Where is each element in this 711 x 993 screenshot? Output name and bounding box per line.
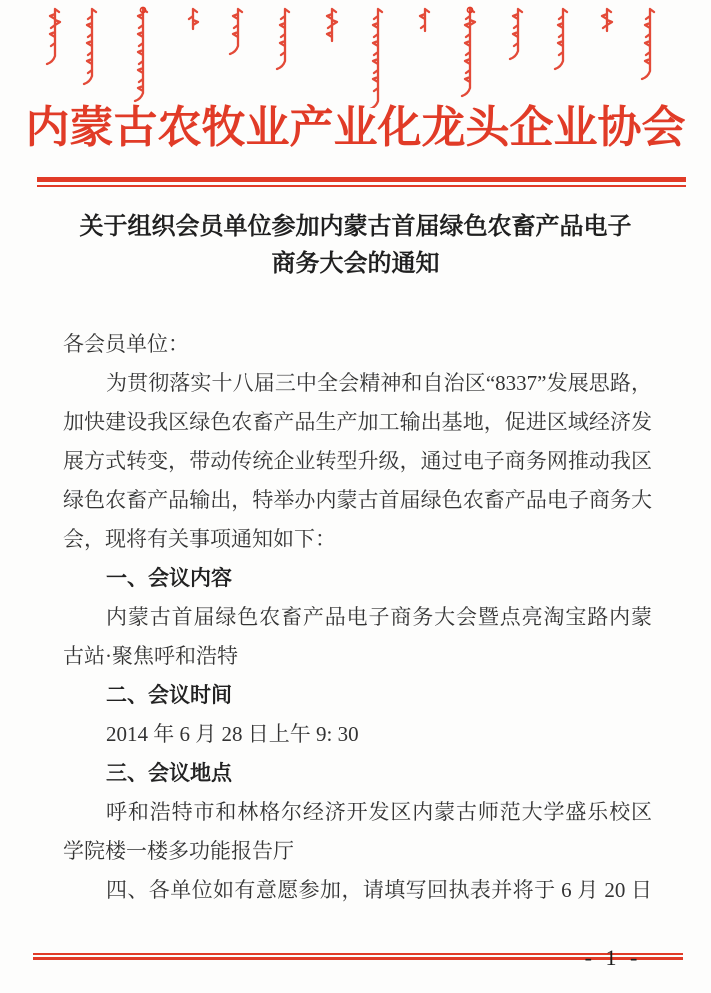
- doc-title-line: 商务大会的通知: [271, 251, 440, 277]
- body-line: 绿色农畜产品输出，特举办内蒙古首届绿色农畜产品电子商务大: [63, 488, 652, 512]
- section-heading: 二、会议时间: [106, 684, 232, 707]
- body-line: 内蒙古首届绿色农畜产品电子商务大会暨点亮淘宝路内蒙: [106, 605, 652, 629]
- letterhead-double-rule: [37, 177, 686, 187]
- rule-thin-line: [37, 185, 686, 187]
- body-line: 会，现将有关事项通知如下：: [63, 527, 336, 551]
- document-body: [63, 325, 652, 910]
- body-line: 各会员单位：: [63, 332, 189, 356]
- section-heading: 三、会议地点: [106, 762, 232, 785]
- body-line: 学院楼一楼多功能报告厅: [63, 839, 294, 863]
- body-line: 2014 年 6 月 28 日上午 9: 30: [106, 722, 359, 746]
- body-line: 四、各单位如有意愿参加，请填写回执表并将于 6 月 20 日: [106, 878, 652, 902]
- mongolian-script-icon: [0, 6, 711, 108]
- body-line: 加快建设我区绿色农畜产品生产加工输出基地，促进区域经济发: [63, 410, 652, 434]
- body-line: 展方式转变，带动传统企业转型升级，通过电子商务网推动我区: [63, 449, 652, 473]
- doc-title-line: 关于组织会员单位参加内蒙古首届绿色农畜产品电子: [79, 214, 632, 240]
- body-line: 古站·聚焦呼和浩特: [63, 644, 238, 668]
- page-number: - 1 -: [584, 945, 642, 970]
- letterhead-org-name: 内蒙古农牧业产业化龙头企业协会: [25, 103, 686, 152]
- document-title: [0, 209, 711, 283]
- section-heading: 一、会议内容: [106, 567, 232, 590]
- body-line: 为贯彻落实十八届三中全会精神和自治区“8337”发展思路，: [106, 371, 652, 395]
- body-line: 呼和浩特市和林格尔经济开发区内蒙古师范大学盛乐校区: [106, 800, 652, 824]
